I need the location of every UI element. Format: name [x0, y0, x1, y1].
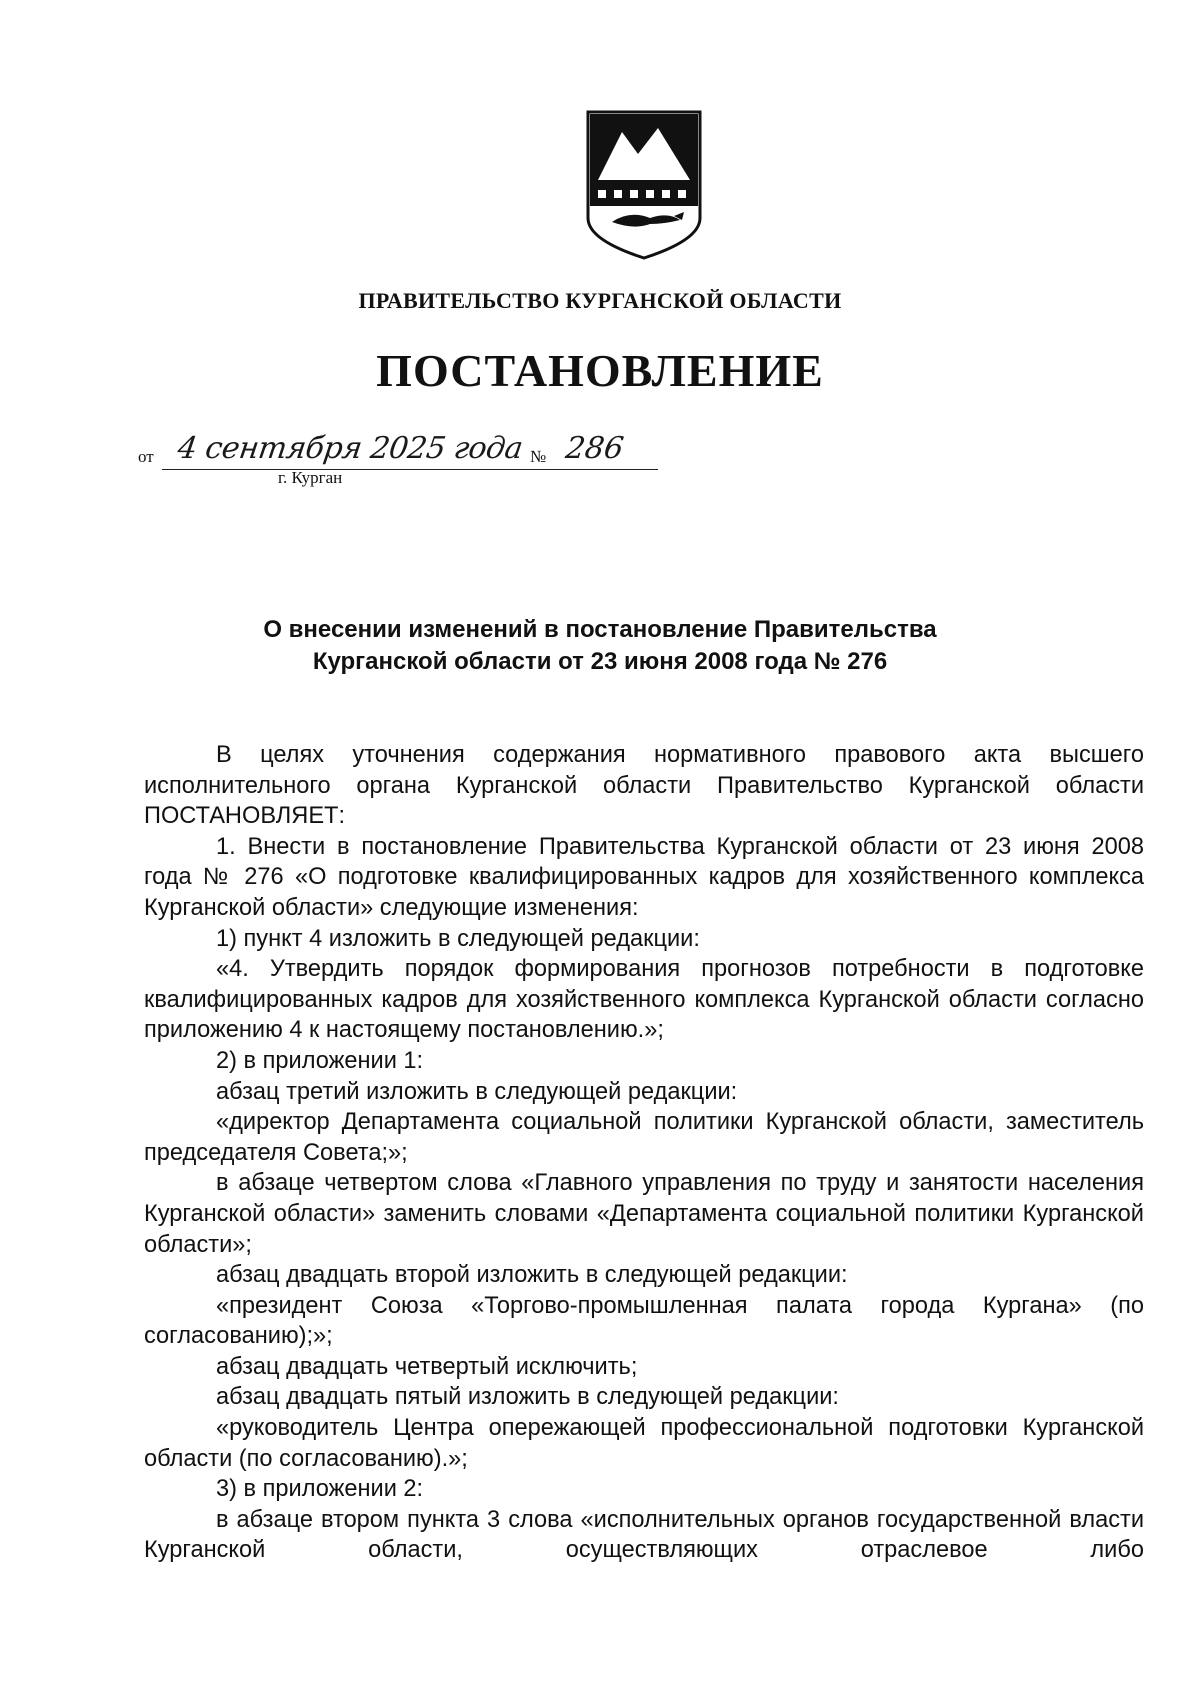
paragraph: абзац двадцать пятый изложить в следующей редакции:	[216, 1384, 839, 1411]
paragraph: «4. Утвердить порядок формирования прогнозов потребности в подготовке квалифицированных кадров для хозяйственного комплекса Курганской области согласно приложению 4 к настоящему постановлению.»;	[144, 956, 1144, 1044]
city-label: г. Курган	[278, 468, 343, 487]
document-type-title: ПОСТАНОВЛЕНИЕ	[376, 345, 824, 396]
paragraph: 1. Внести в постановление Правительства Курганской области от 23 июня 2008 года № 276 «О подготовке квалифицированных кадров для хозяйственного комплекса Курганской области» следующие изменения:	[144, 833, 1144, 921]
paragraph: «президент Союза «Торгово-промышленная палата города Кургана» (по согласованию);»;	[144, 1292, 1144, 1350]
number-sign: №	[530, 447, 547, 466]
date-number-line	[138, 425, 658, 485]
paragraph: 3) в приложении 2:	[216, 1476, 424, 1503]
paragraph: 2) в приложении 1:	[216, 1047, 424, 1074]
title-line-1: О внесении изменений в постановление Правительства	[263, 616, 937, 643]
handwritten-number: 286	[563, 431, 626, 466]
handwritten-date: 4 сентября 2025 года	[175, 431, 525, 466]
title-line-2: Курганской области от 23 июня 2008 года № 276	[312, 648, 888, 675]
paragraph: абзац третий изложить в следующей редакции:	[216, 1078, 738, 1105]
paragraph: В целях уточнения содержания нормативного правового акта высшего исполнительного органа Курганской области Правительство Курганской области ПОСТАНОВЛЯЕТ:	[144, 742, 1144, 830]
signature-underline	[162, 469, 658, 470]
paragraph: абзац двадцать четвертый исключить;	[216, 1353, 638, 1380]
coat-of-arms-emblem	[584, 110, 704, 260]
paragraph: «директор Департамента социальной политики Курганской области, заместитель председателя Совета;»;	[144, 1109, 1144, 1166]
paragraph: в абзаце втором пункта 3 слова «исполнительных органов государственной власти Курганской области, осуществляющих отраслевое либо	[144, 1506, 1144, 1564]
from-label: от	[138, 447, 154, 466]
paragraph: в абзаце четвертом слова «Главного управления по труду и занятости населения Курганской области» заменить словами «Департамента социальной политики Курганской области»;	[144, 1170, 1144, 1258]
paragraph: «руководитель Центра опережающей профессиональной подготовки Курганской области (по согласованию).»;	[144, 1415, 1144, 1472]
resolution-title	[0, 614, 1200, 678]
paragraph: абзац двадцать второй изложить в следующей редакции:	[216, 1262, 848, 1289]
paragraph: 1) пункт 4 изложить в следующей редакции:	[216, 925, 700, 952]
resolution-body	[144, 740, 1144, 1566]
government-name: ПРАВИТЕЛЬСТВО КУРГАНСКОЙ ОБЛАСТИ	[358, 288, 842, 313]
